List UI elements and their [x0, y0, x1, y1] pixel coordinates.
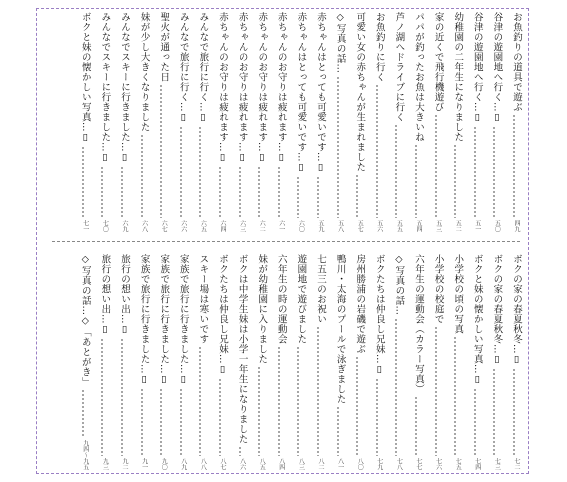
toc-entry-page: 七一	[81, 220, 89, 232]
toc-entry	[312, 12, 326, 232]
toc-entry	[253, 12, 267, 232]
toc-entry-page: 七五	[454, 458, 462, 470]
section-divider	[52, 241, 520, 242]
toc-entry-page: 六九	[121, 220, 128, 232]
toc-section-top	[40, 12, 530, 232]
toc-entry-page: 五五	[395, 220, 403, 232]
toc-entry-title: 芦ノ湖へドライブに行く	[393, 12, 405, 122]
toc-entry-title: ボクと妹の懐かしい写真…▯	[79, 12, 91, 144]
toc-entry-page: 七二	[513, 458, 520, 470]
toc-entry-title: 谷津の遊園地へ行く…▯	[471, 12, 483, 124]
toc-entry	[488, 254, 502, 470]
toc-entry	[194, 12, 208, 232]
toc-leader-dots	[312, 326, 324, 456]
toc-entry	[371, 254, 385, 470]
toc-entry	[508, 254, 522, 470]
toc-entry-title: 小学校の頃の写真	[452, 254, 464, 334]
toc-entry-page: 七七	[415, 458, 422, 470]
toc-entry-title: 赤ちゃんのお守りは疲れます…▯	[217, 12, 228, 164]
toc-entry	[116, 254, 130, 470]
toc-entry-title: みんなでスキーに行きました…▯	[99, 12, 111, 164]
toc-entry-title: お魚釣りに行く	[373, 12, 385, 82]
toc-entry-page: 五六	[375, 220, 383, 232]
toc-leader-dots	[253, 366, 265, 456]
toc-entry	[449, 254, 463, 470]
toc-entry-page: 六一	[277, 220, 285, 232]
toc-entry-title: ◇写真の話…	[334, 12, 346, 74]
toc-leader-dots	[194, 346, 206, 456]
toc-entry-title: 可愛い女の赤ちゃんが生まれました	[354, 12, 366, 172]
toc-entry-page: 八四	[277, 458, 285, 470]
toc-leader-dots	[77, 389, 89, 438]
toc-entry	[273, 254, 287, 470]
toc-leader-dots	[96, 338, 108, 457]
toc-entry-title: 家の近くで飛行機遊び	[432, 12, 444, 112]
toc-entry-page: 五九	[317, 220, 324, 232]
toc-leader-dots	[449, 336, 461, 456]
toc-entry-title: お魚釣りの道具で遊ぶ	[511, 12, 522, 112]
toc-entry	[136, 254, 150, 470]
toc-leader-dots	[214, 378, 226, 457]
toc-leader-dots	[449, 144, 461, 218]
toc-entry	[390, 254, 404, 470]
toc-leader-dots	[488, 126, 500, 219]
toc-entry	[371, 12, 385, 232]
toc-entry	[273, 12, 287, 232]
toc-leader-dots	[175, 126, 187, 219]
toc-entry-page: 八六	[238, 458, 246, 470]
toc-entry-page: 九一	[140, 458, 148, 470]
toc-leader-dots	[430, 326, 442, 456]
toc-leader-dots	[273, 166, 285, 219]
toc-leader-dots	[371, 378, 383, 457]
toc-entry	[234, 254, 248, 470]
toc-leader-dots	[155, 388, 167, 457]
toc-entry	[77, 12, 91, 232]
toc-entry-title: 妹が幼稚園に入りました	[256, 254, 268, 364]
toc-leader-dots	[351, 174, 363, 218]
toc-leader-dots	[116, 166, 128, 219]
toc-entry-title: ボクたちは仲良し兄妹…▯	[217, 254, 228, 376]
toc-entry-page: 八七	[219, 458, 226, 470]
toc-entry-page: 七六	[434, 458, 442, 470]
toc-leader-dots	[136, 388, 148, 457]
toc-entry-page: 八八	[199, 458, 207, 470]
toc-entry-title: 六年生の運動会（カラー写真）	[413, 254, 424, 394]
toc-entry-page: 六二	[258, 220, 266, 232]
toc-entry-title: 赤ちゃんのお守りは疲れます…▯	[256, 12, 268, 164]
toc-entry	[410, 12, 424, 232]
toc-leader-dots	[508, 368, 520, 457]
toc-entry-title: 六年生の時の運動会	[275, 254, 287, 344]
toc-leader-dots	[136, 134, 148, 218]
toc-leader-dots	[332, 406, 344, 456]
toc-entry-title: 遊園地で遊びました	[295, 254, 307, 344]
toc-entry-page: 七三	[493, 458, 501, 470]
toc-leader-dots	[273, 346, 285, 456]
toc-entry-page: 六七	[160, 220, 168, 232]
toc-entry-title: 房州勝浦の岩磯で遊ぶ	[354, 254, 366, 354]
toc-leader-dots	[390, 318, 402, 457]
toc-entry-title: ◇写真の話…◇「あとがき」	[79, 254, 91, 387]
toc-leader-dots	[430, 114, 442, 218]
toc-entry-page: 七〇	[101, 220, 109, 232]
toc-leader-dots	[469, 388, 481, 457]
toc-entry-page: 五一	[473, 220, 481, 232]
toc-entry	[449, 12, 463, 232]
toc-entry-page: 四九	[513, 220, 520, 232]
toc-entry-page: 五八	[336, 220, 344, 232]
toc-leader-dots	[175, 388, 187, 457]
toc-entry-title: ボクの家の春夏秋冬…▯	[491, 254, 503, 366]
toc-entry-title: 旅行の想い出…▯	[119, 254, 130, 336]
toc-entry-title: 鴨川・太海のプールで泳ぎました	[334, 254, 346, 404]
toc-entry-page: 六四	[219, 220, 226, 232]
toc-entry-page: 六三	[238, 220, 246, 232]
toc-entry	[410, 254, 424, 470]
toc-entry-page: 八〇	[356, 458, 364, 470]
toc-entry	[332, 254, 346, 470]
toc-entry-title: 赤ちゃんのお守りは疲れます…▯	[236, 12, 248, 164]
toc-entry-page: 九四〜九五	[81, 440, 89, 470]
toc-leader-dots	[410, 396, 422, 456]
toc-entry	[351, 12, 365, 232]
toc-entry-title: ボクの家の春夏秋冬…▯	[511, 254, 522, 366]
toc-entry-page: 八九	[179, 458, 187, 470]
toc-entry-page: 五七	[356, 220, 364, 232]
toc-leader-dots	[234, 446, 246, 456]
toc-entry-page: 九三	[101, 458, 109, 470]
toc-entry-page: 八二	[317, 458, 324, 470]
toc-entry-title: 家族で旅行に行きました…▯	[177, 254, 189, 386]
toc-leader-dots	[234, 166, 246, 219]
toc-entry-title: ◇写真の話…	[393, 254, 405, 316]
toc-entry-page: 八一	[336, 458, 344, 470]
toc-leader-dots	[351, 356, 363, 456]
toc-entry	[292, 12, 306, 232]
toc-entry-title: パパが釣ったお魚は大きいね	[413, 12, 424, 142]
toc-entry	[96, 254, 110, 470]
toc-leader-dots	[292, 346, 304, 456]
toc-entry	[488, 12, 502, 232]
toc-entry-title: 赤ちゃんはとっても可愛いです…▯	[315, 12, 326, 174]
toc-leader-dots	[332, 76, 344, 219]
toc-entry-title: みんなでスキーに行きました…▯	[119, 12, 130, 164]
toc-entry	[214, 254, 228, 470]
toc-entry-title: 赤ちゃんのお守りは疲れます…▯	[275, 12, 287, 164]
toc-leader-dots	[214, 166, 226, 219]
toc-entry	[136, 12, 150, 232]
toc-entry	[469, 12, 483, 232]
toc-entry-page: 六五	[199, 220, 207, 232]
toc-entry-page: 五四	[415, 220, 422, 232]
toc-entry-page: 五三	[434, 220, 442, 232]
toc-entry-page: 六八	[140, 220, 148, 232]
toc-entry-title: 赤ちゃんはとっても可愛いです…▯	[295, 12, 307, 174]
toc-entry	[312, 254, 326, 470]
toc-entry-title: ボクは中学生妹は小学一年生になりました	[236, 254, 248, 444]
toc-leader-dots	[253, 166, 265, 219]
toc-entry	[77, 254, 91, 470]
toc-entry-title: ボクと妹の懐かしい写真…▯	[471, 254, 483, 386]
toc-entry	[155, 254, 169, 470]
toc-leader-dots	[469, 126, 481, 219]
toc-entry-page: 七四	[473, 458, 481, 470]
toc-entry-page: 八三	[297, 458, 305, 470]
toc-entry	[214, 12, 228, 232]
toc-entry-title: 谷津の遊園地へ行く…▯	[491, 12, 503, 124]
toc-leader-dots	[77, 146, 89, 219]
toc-entry	[469, 254, 483, 470]
toc-entry	[116, 12, 130, 232]
toc-leader-dots	[194, 126, 206, 219]
toc-entry-page: 九〇	[160, 458, 168, 470]
toc-entry-title: スキー場は寒いです	[197, 254, 209, 344]
toc-entry-page: 九二	[121, 458, 128, 470]
toc-entry	[292, 254, 306, 470]
toc-section-bottom	[40, 254, 530, 470]
toc-entry-title: 家族で旅行に行きました…▯	[158, 254, 170, 386]
toc-leader-dots	[508, 114, 520, 218]
toc-entry-page: 七九	[375, 458, 383, 470]
toc-entry	[234, 12, 248, 232]
toc-leader-dots	[312, 176, 324, 219]
toc-leader-dots	[116, 338, 128, 457]
toc-entry-title: ボクたちは仲良し兄妹…▯	[373, 254, 385, 376]
toc-entry-page: 六六	[179, 220, 187, 232]
toc-entry	[351, 254, 365, 470]
toc-entry-title: 小学校の校庭で	[432, 254, 444, 324]
toc-leader-dots	[410, 144, 422, 218]
toc-entry-page: 五〇	[493, 220, 501, 232]
toc-entry	[155, 12, 169, 232]
toc-entry	[390, 12, 404, 232]
toc-entry	[332, 12, 346, 232]
toc-entry-page: 五二	[454, 220, 462, 232]
toc-leader-dots	[96, 166, 108, 219]
toc-entry-title: みんなで旅行に行く…▯	[197, 12, 209, 124]
toc-entry-page: 七八	[395, 458, 403, 470]
toc-leader-dots	[292, 176, 304, 219]
toc-entry	[508, 12, 522, 232]
toc-entry-title: 七五三のお祝い	[315, 254, 326, 324]
toc-leader-dots	[488, 368, 500, 457]
toc-entry-title: 旅行の想い出…▯	[99, 254, 111, 336]
toc-entry	[194, 254, 208, 470]
toc-entry-page: 八五	[258, 458, 266, 470]
toc-entry-title: 妹が少し大きくなりました	[138, 12, 150, 132]
toc-leader-dots	[371, 84, 383, 218]
toc-entry	[96, 12, 110, 232]
toc-leader-dots	[390, 124, 402, 218]
toc-entry-page: 六〇	[297, 220, 305, 232]
toc-entry	[253, 254, 267, 470]
toc-entry	[430, 12, 444, 232]
toc-entry	[175, 254, 189, 470]
toc-entry-title: みんなで旅行に行く…▯	[177, 12, 189, 124]
toc-entry-title: 聖火が通った日	[158, 12, 170, 82]
toc-entry-title: 幼稚園の二年生になりました	[452, 12, 464, 142]
toc-leader-dots	[155, 84, 167, 218]
toc-entry-title: 家族で旅行に行きました…▯	[138, 254, 150, 386]
toc-entry	[430, 254, 444, 470]
toc-entry	[175, 12, 189, 232]
